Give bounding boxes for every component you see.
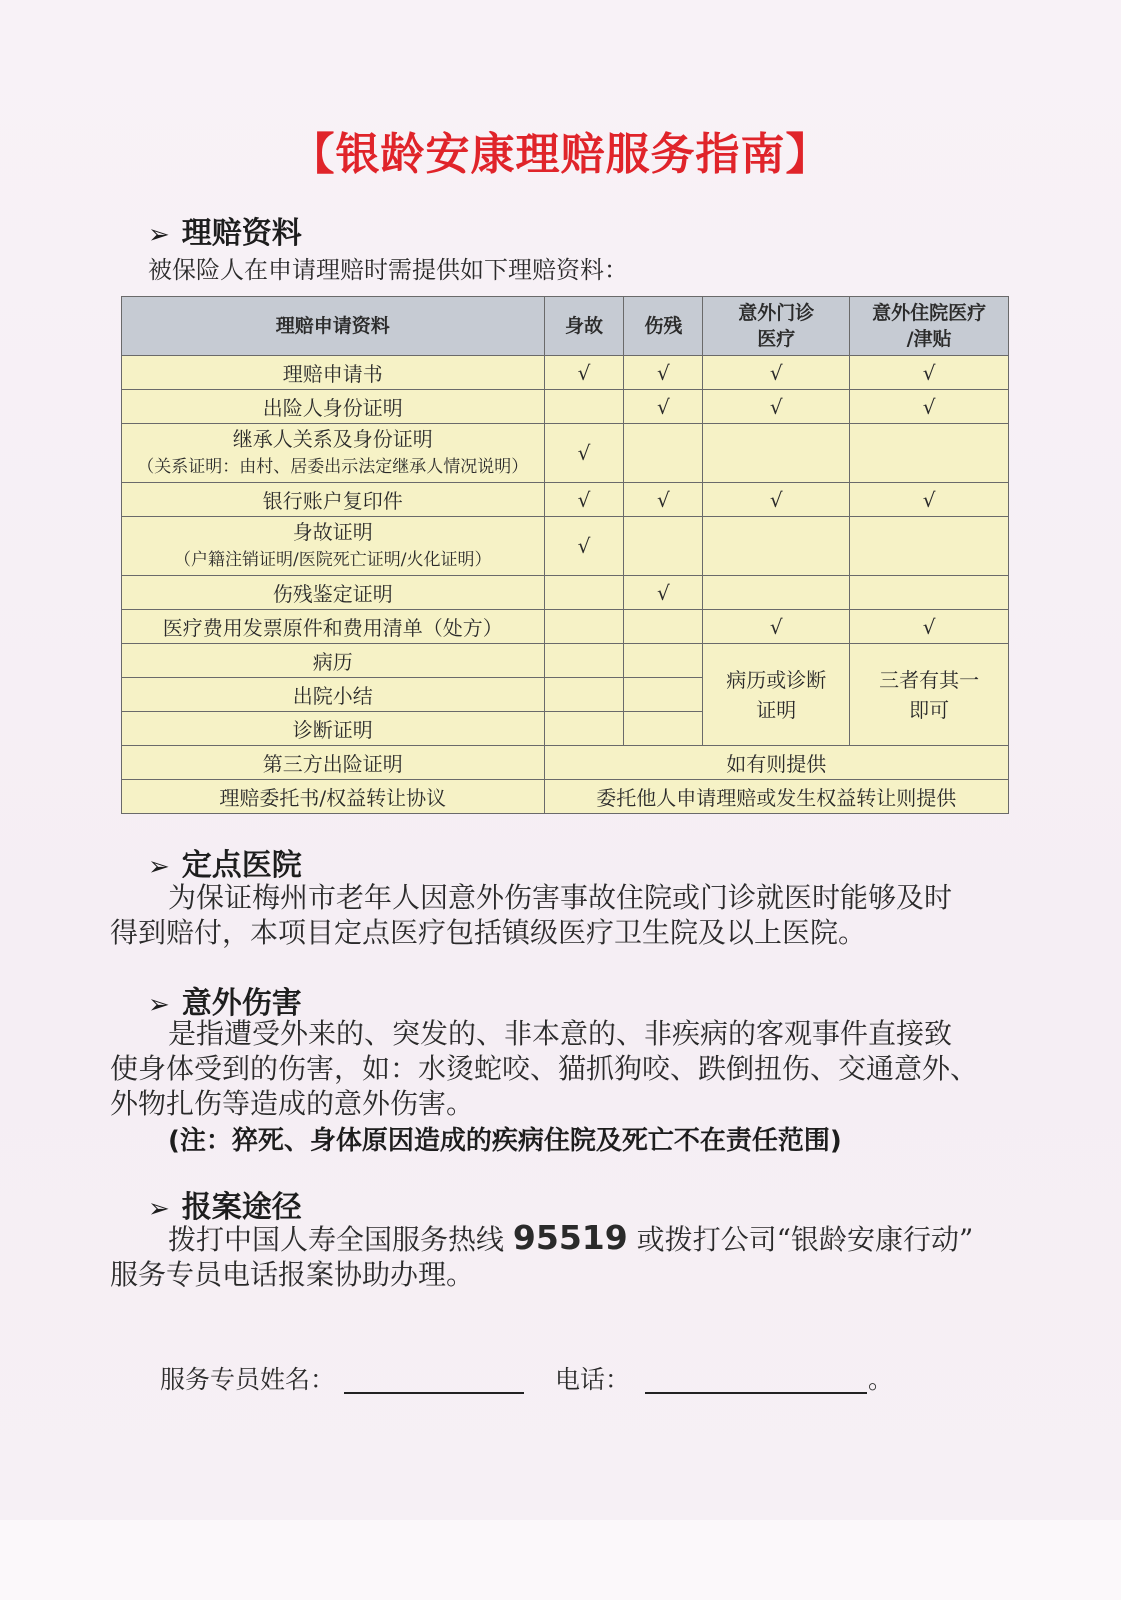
section-heading-hospital: ➢ 定点医院 (148, 848, 302, 883)
section-heading-injury: ➢ 意外伤害 (148, 986, 302, 1021)
table-row: 出院小结 (122, 678, 1009, 712)
table-row: 出险人身份证明 √ √ √ (122, 390, 1009, 424)
arrow-bullet-icon: ➢ (148, 220, 170, 250)
table-row: 病历 病历或诊断 证明 三者有其一 即可 (122, 644, 1009, 678)
injury-exclusion-note: (注：猝死、身体原因造成的疾病住院及死亡不在责任范围) (168, 1126, 842, 1156)
table-row: 医疗费用发票原件和费用清单（处方） √ √ (122, 610, 1009, 644)
section-heading-report: ➢ 报案途径 (148, 1190, 302, 1225)
phone-label: 电话： (555, 1365, 631, 1394)
table-row: 理赔委托书/权益转让协议 委托他人申请理赔或发生权益转让则提供 (122, 780, 1009, 814)
arrow-bullet-icon: ➢ (148, 852, 170, 882)
merged-outpatient-note: 病历或诊断 证明 (703, 644, 850, 746)
header-death: 身故 (544, 297, 624, 356)
header-outpatient: 意外门诊 医疗 (703, 297, 850, 356)
table-header-row (122, 297, 1009, 356)
header-inpatient: 意外住院医疗 /津贴 (850, 297, 1009, 356)
claims-table (121, 296, 1009, 814)
document-title: 【银龄安康理赔服务指南】 (290, 129, 831, 180)
bottom-strip (0, 1520, 1121, 1600)
materials-intro: 被保险人在申请理赔时需提供如下理赔资料： (148, 256, 628, 284)
end-mark: 。 (868, 1365, 894, 1394)
name-blank-line[interactable] (344, 1392, 524, 1394)
hospital-text: 为保证梅州市老年人因意外伤害事故住院或门诊就医时能够及时 得到赔付，本项目定点医疗包括镇级医疗卫生院及以上医院。 (110, 881, 953, 949)
table-row: 继承人关系及身份证明 （关系证明：由村、居委出示法定继承人情况说明） √ (122, 424, 1009, 483)
arrow-bullet-icon: ➢ (148, 990, 170, 1020)
header-disability: 伤残 (624, 297, 703, 356)
name-label: 服务专员姓名： (160, 1365, 336, 1394)
header-material: 理赔申请资料 (122, 297, 545, 356)
merged-inpatient-note: 三者有其一 即可 (850, 644, 1009, 746)
phone-blank-line[interactable] (645, 1392, 867, 1394)
section-heading-materials: ➢ 理赔资料 (148, 216, 302, 251)
table-row: 银行账户复印件 √ √ √ √ (122, 483, 1009, 517)
arrow-bullet-icon: ➢ (148, 1194, 170, 1224)
hotline-number: 95519 (512, 1218, 628, 1257)
report-text: 拨打中国人寿全国服务热线 95519 或拨打公司“银龄安康行动” 服务专员电话报案协助办理。 (110, 1218, 974, 1291)
injury-text: 是指遭受外来的、突发的、非本意的、非疾病的客观事件直接致 使身体受到的伤害，如：水烫蛇咬、猫抓狗咬、跌倒扭伤、交通意外、 外物扎伤等造成的意外伤害。 (110, 1017, 979, 1120)
table-row: 第三方出险证明 如有则提供 (122, 746, 1009, 780)
table-row: 伤残鉴定证明 √ (122, 576, 1009, 610)
table-row: 身故证明 （户籍注销证明/医院死亡证明/火化证明） √ (122, 517, 1009, 576)
table-row: 理赔申请书 √ √ √ √ (122, 356, 1009, 390)
table-row: 诊断证明 (122, 712, 1009, 746)
